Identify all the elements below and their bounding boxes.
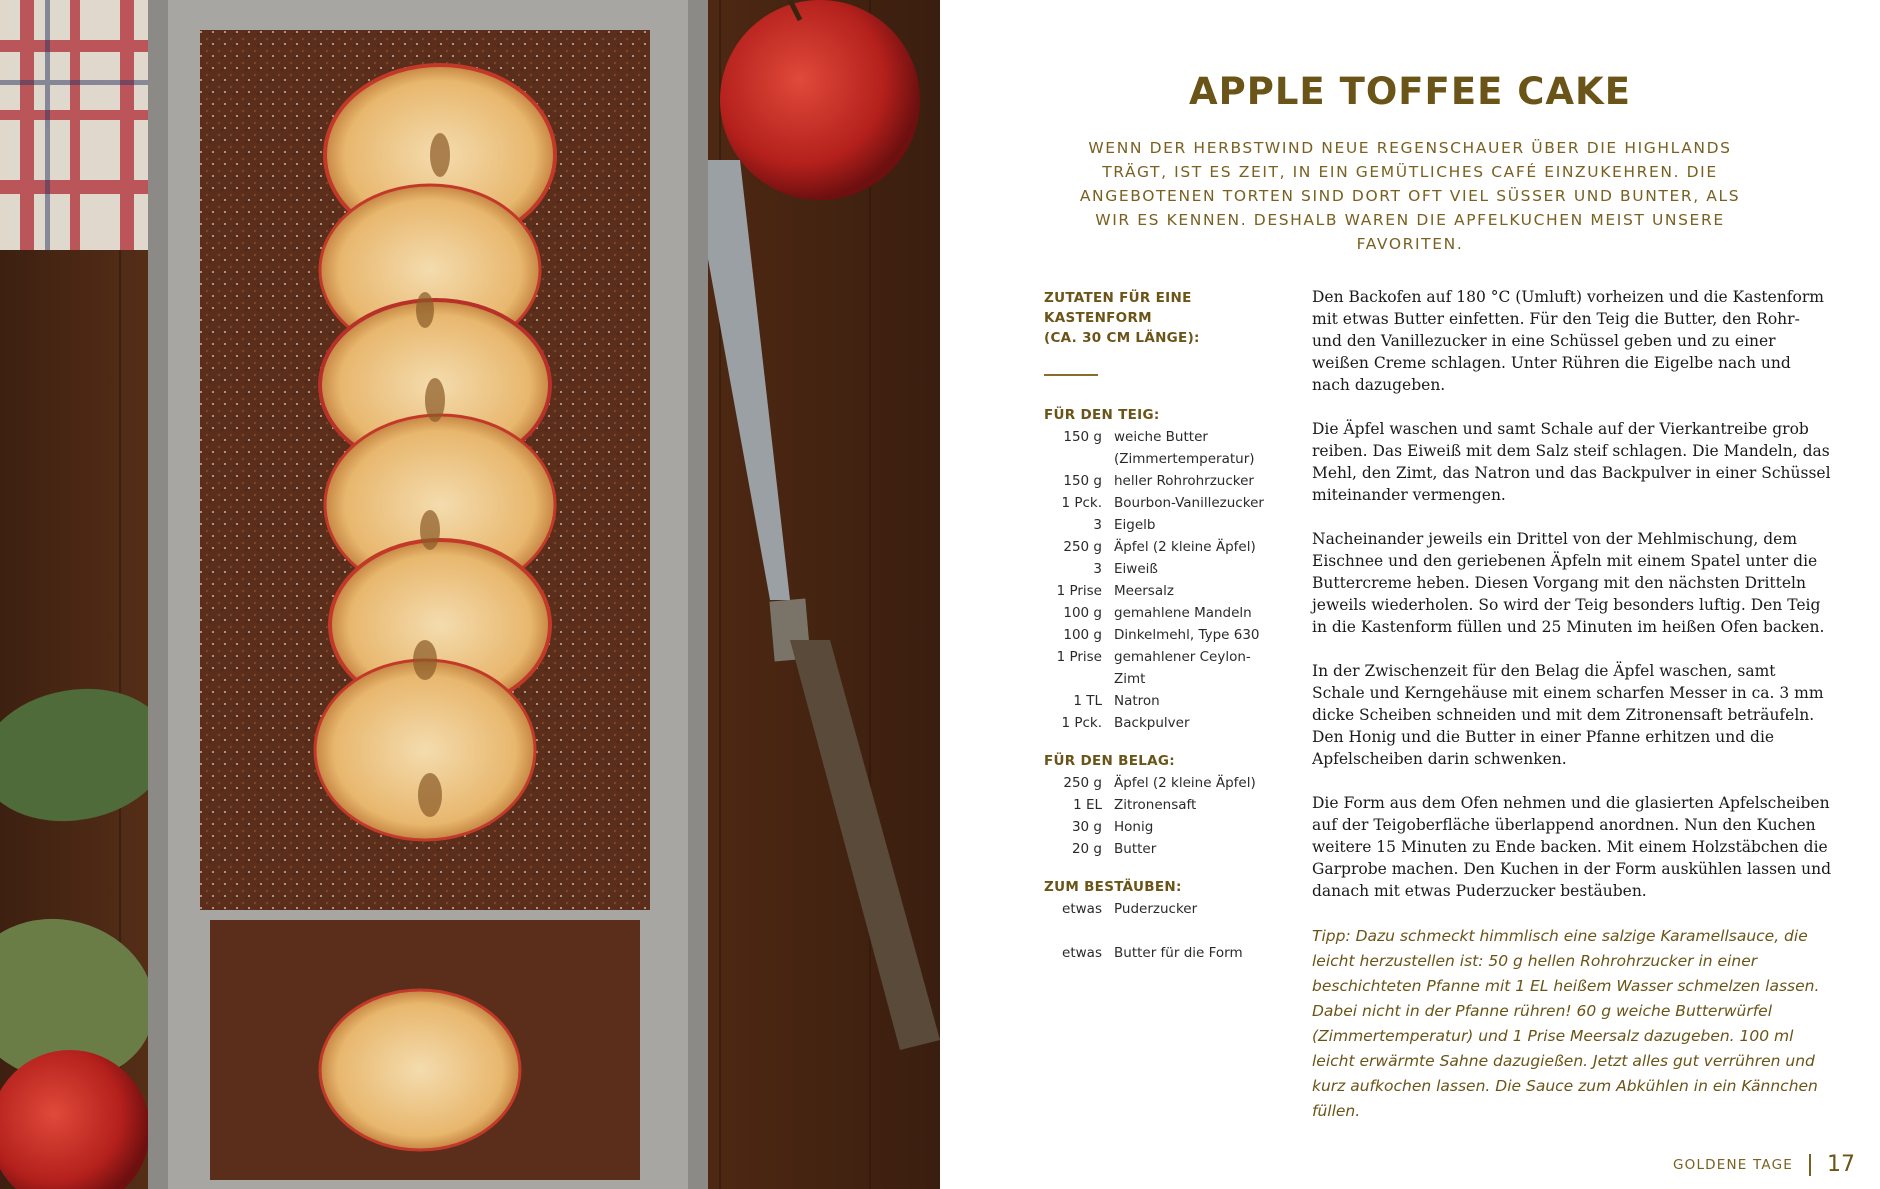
- ingredient-row: [1044, 624, 1264, 646]
- ingredient-qty: 100 g: [1063, 605, 1102, 621]
- ingredient-row: [1044, 898, 1264, 920]
- page-footer: [1673, 1152, 1855, 1177]
- ingredient-row: [1044, 712, 1264, 734]
- instruction-step: Die Form aus dem Ofen nehmen und die glasierten Apfelscheiben auf der Teigoberfläche überlappend anordnen. Nun den Kuchen weitere 15 Minuten zu Ende backen. Mit einem Holzstäbchen die Garprobe machen. Den Kuchen in der Form auskühlen lassen und danach mit etwas Puderzucker bestäuben.: [1312, 794, 1832, 900]
- ingredient-qty: 1 Prise: [1056, 649, 1102, 665]
- ingredient-row: [1044, 794, 1264, 816]
- ingredient-row: [1044, 426, 1264, 448]
- section-label-teig: FÜR DEN TEIG:: [1044, 407, 1160, 423]
- ingredient-qty: etwas: [1062, 945, 1102, 961]
- ingredients-list: [1044, 288, 1264, 964]
- ingredient-row: [1044, 514, 1264, 536]
- ingredient-qty: etwas: [1062, 901, 1102, 917]
- teig-ingredients: [1044, 426, 1264, 734]
- ingredients-heading-line1: ZUTATEN FÜR EINE KASTENFORM: [1044, 290, 1192, 326]
- instruction-step: Nacheinander jeweils ein Drittel von der Mehlmischung, dem Eischnee und den geriebenen Äpfeln mit einem Spatel unter die Buttercreme heben. Diesen Vorgang mit den nächsten Dritteln jeweils wiederholen. So wird der Teig besonders luftig. Den Teig in die Kastenform füllen und 25 Minuten im heißen Ofen backen.: [1312, 530, 1825, 636]
- ingredient-name: Butter für die Form: [1114, 945, 1243, 961]
- ingredient-row: [1044, 602, 1264, 624]
- towel: [0, 0, 160, 250]
- ingredient-row: [1044, 816, 1264, 838]
- ingredient-name: gemahlener Ceylon-Zimt: [1114, 649, 1251, 687]
- recipe-tip: Tipp: Dazu schmeckt himmlisch eine salzige Karamellsauce, die leicht herzustellen ist: 50 g hellen Rohrohrzucker in einer beschichteten Pfanne mit 1 EL heißem Wasser schmelzen lassen. Dabei nicht in der Pfanne rühren! 60 g weiche Butterwürfel (Zimmertemperatur) und 1 Prise Meersalz dazugeben. 100 ml leicht erwärmte Sahne dazugießen. Jetzt alles gut verrühren und kurz aufkochen lassen. Die Sauce zum Abkühlen in ein Kännchen füllen.: [1312, 927, 1820, 1120]
- belag-ingredients: [1044, 772, 1264, 860]
- ingredient-name: heller Rohrohrzucker: [1114, 473, 1254, 489]
- ingredient-qty: 150 g: [1063, 429, 1102, 445]
- heading-rule: [1044, 374, 1098, 376]
- recipe-page: [940, 0, 1880, 1189]
- ingredient-qty: 3: [1093, 517, 1102, 533]
- instruction-step: Den Backofen auf 180 °C (Umluft) vorheizen und die Kastenform mit etwas Butter einfetten. Für den Teig die Butter, den Rohr- und den Vanillezucker in eine Schüssel geben und zu einer weißen Creme schlagen. Unter Rühren die Eigelbe nach und nach dazugeben.: [1312, 288, 1824, 394]
- ingredient-qty: [1044, 448, 1114, 470]
- ingredient-qty: 3: [1093, 561, 1102, 577]
- page-number: 17: [1827, 1152, 1855, 1177]
- ingredient-row: [1044, 536, 1264, 558]
- footer-divider: [1809, 1154, 1811, 1176]
- section-label-bestaeuben: ZUM BESTÄUBEN:: [1044, 879, 1182, 895]
- recipe-intro: WENN DER HERBSTWIND NEUE REGENSCHAUER ÜBER DIE HIGHLANDS TRÄGT, IST ES ZEIT, IN EIN GEMÜTLICHES CAFÉ EINZUKEHREN. DIE ANGEBOTENEN TORTEN SIND DORT OFT VIEL SÜSSER UND BUNTER, ALS WIR ES KENNEN. DESHALB WAREN DIE APFELKUCHEN MEIST UNSERE FAVORITEN.: [1079, 139, 1741, 253]
- ingredient-qty: 1 Pck.: [1061, 715, 1102, 731]
- ingredient-name: Eiweiß: [1114, 561, 1158, 577]
- apple-top: [720, 0, 920, 200]
- ingredient-name: (Zimmertemperatur): [1114, 451, 1255, 467]
- ingredient-row: [1044, 838, 1264, 860]
- ingredient-name: Puderzucker: [1114, 901, 1198, 917]
- ingredient-row: [1044, 580, 1264, 602]
- ingredient-row: [1044, 772, 1264, 794]
- ingredient-qty: 250 g: [1063, 539, 1102, 555]
- bestaeuben-ingredients: [1044, 898, 1264, 920]
- ingredient-row: [1044, 942, 1264, 964]
- ingredient-qty: 250 g: [1063, 775, 1102, 791]
- ingredient-qty: 100 g: [1063, 627, 1102, 643]
- ingredient-qty: 1 TL: [1073, 693, 1102, 709]
- ingredient-name: Äpfel (2 kleine Äpfel): [1114, 539, 1256, 555]
- ingredient-qty: 150 g: [1063, 473, 1102, 489]
- section-label-belag: FÜR DEN BELAG:: [1044, 753, 1175, 769]
- ingredient-row: [1044, 448, 1264, 470]
- instruction-step: Die Äpfel waschen und samt Schale auf der Vierkantreibe grob reiben. Das Eiweiß mit dem Salz steif schlagen. Die Mandeln, das Mehl, den Zimt, das Natron und das Backpulver in einer Schüssel miteinander vermengen.: [1312, 420, 1831, 504]
- ingredient-name: Dinkelmehl, Type 630: [1114, 627, 1260, 643]
- ingredient-row: [1044, 558, 1264, 580]
- ingredient-name: Backpulver: [1114, 715, 1190, 731]
- ingredient-name: Natron: [1114, 693, 1160, 709]
- ingredient-qty: 1 EL: [1073, 797, 1102, 813]
- ingredient-name: Eigelb: [1114, 517, 1156, 533]
- ingredient-qty: 30 g: [1071, 819, 1102, 835]
- recipe-title: APPLE TOFFEE CAKE: [1188, 70, 1631, 113]
- ingredient-name: Bourbon-Vanillezucker: [1114, 495, 1264, 511]
- ingredient-name: weiche Butter: [1114, 429, 1208, 445]
- ingredient-qty: 1 Pck.: [1061, 495, 1102, 511]
- instructions: [1312, 286, 1832, 1146]
- ingredients-heading-line2: (CA. 30 CM LÄNGE):: [1044, 330, 1200, 346]
- ingredient-row: [1044, 646, 1264, 690]
- ingredient-qty: 1 Prise: [1056, 583, 1102, 599]
- instruction-step: In der Zwischenzeit für den Belag die Äpfel waschen, samt Schale und Kerngehäuse mit einem scharfen Messer in ca. 3 mm dicke Scheiben schneiden und mit dem Zitronensaft beträufeln. Den Honig und die Butter in einer Pfanne erhitzen und die Apfelscheiben darin schwenken.: [1312, 662, 1824, 768]
- ingredients-heading: [1044, 288, 1264, 348]
- ingredient-row: [1044, 470, 1264, 492]
- ingredient-name: Honig: [1114, 819, 1154, 835]
- ingredient-row: [1044, 690, 1264, 712]
- footer-section-title: GOLDENE TAGE: [1672, 1156, 1793, 1173]
- ingredient-name: Butter: [1114, 841, 1157, 857]
- ingredient-name: Zitronensaft: [1114, 797, 1197, 813]
- ingredient-row: [1044, 492, 1264, 514]
- ingredient-name: Äpfel (2 kleine Äpfel): [1114, 775, 1256, 791]
- ingredient-name: gemahlene Mandeln: [1114, 605, 1252, 621]
- ingredient-name: Meersalz: [1114, 583, 1174, 599]
- ingredient-qty: 20 g: [1071, 841, 1102, 857]
